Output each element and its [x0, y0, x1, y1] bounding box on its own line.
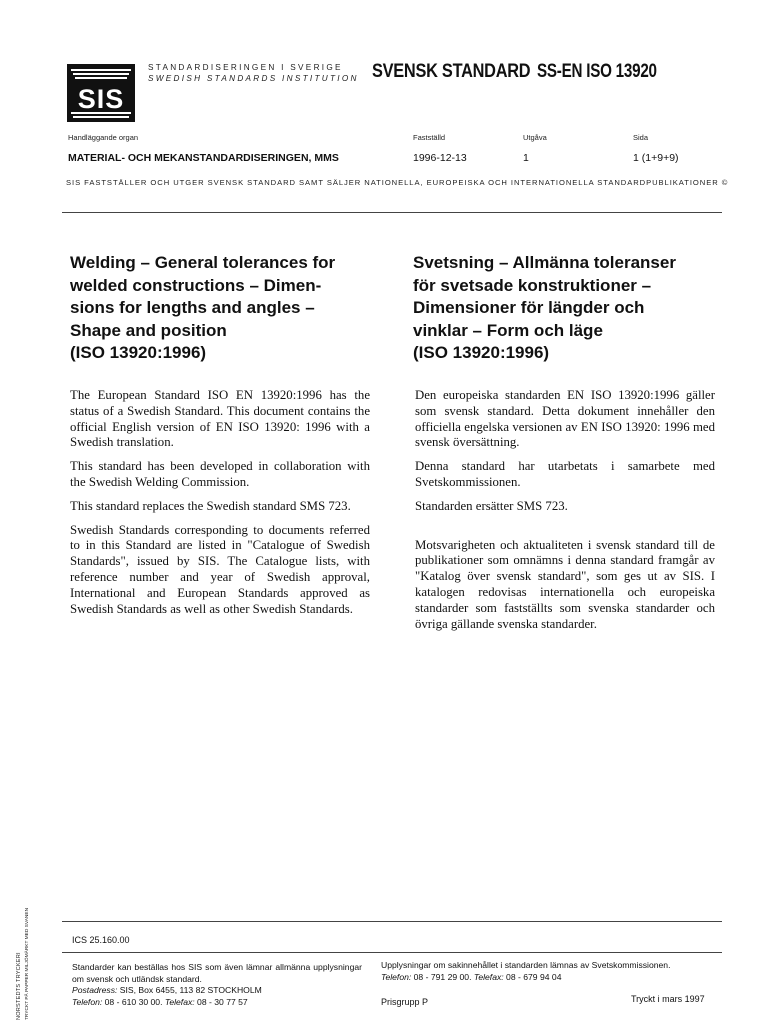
body-column-en — [70, 388, 370, 617]
contact-text: Upplysningar om sakinnehållet i standarden lämnas av Svetskommissionen. — [381, 960, 671, 970]
postal-address: Postadress: SIS, Box 6455, 113 82 STOCKHOLM — [72, 985, 262, 995]
divider — [62, 921, 722, 922]
title-line: welded constructions – Dimen- — [70, 275, 322, 295]
ics-code: ICS 25.160.00 — [72, 935, 130, 945]
paragraph: Swedish Standards corresponding to documents referred to in this Standard are listed in "Catalogue of Swedish Standards", issued by SIS. The Catalogue lists, with reference number and year of Swedish approval, International and European Standards approved as Swedish Standards as well as other Swedish Standards. — [70, 522, 370, 616]
title-line: Shape and position — [70, 320, 227, 340]
faststalld-label: Fastställd — [413, 133, 446, 142]
paragraph: Motsvarigheten och aktualiteten i svensk standard till de publikationer som omnämns i denna standard framgår av "Katalog över svensk standard", som ges ut av SIS. I katalogen redovisas internationella och europeiska standarder som fastställts som svenska standarder och övriga gällande svenska standarder. — [415, 537, 715, 631]
document-title-sv — [413, 252, 733, 365]
printer-paper-note: TRYCKT PÅ PAPPER MILJÖMÄRKT MED SVANEN — [25, 907, 30, 1020]
org-name-sv: STANDARDISERINGEN I SVERIGE — [148, 63, 343, 72]
handlaggande-label: Handläggande organ — [68, 133, 139, 142]
title-line: Welding – General tolerances for — [70, 253, 336, 272]
sida-label: Sida — [633, 133, 649, 142]
title-line: (ISO 13920:1996) — [70, 343, 207, 362]
paragraph: This standard replaces the Swedish standard SMS 723. — [70, 498, 351, 513]
title-line: (ISO 13920:1996) — [413, 343, 550, 362]
faststalld-value: 1996-12-13 — [413, 152, 467, 164]
paragraph: The European Standard ISO EN 13920:1996 has the status of a Swedish Standard. This document contains the official English version of EN ISO 13920: 1996 with a Swedish translation. — [70, 388, 370, 450]
sida-value: 1 (1+9+9) — [633, 152, 679, 164]
divider — [62, 212, 722, 213]
ordering-text: Standarder kan beställas hos SIS som även lämnar allmänna upplysningar om svensk och utländsk standard. — [72, 962, 362, 984]
footer-contact-info — [381, 960, 731, 983]
divider — [62, 952, 722, 953]
body-column-sv — [415, 388, 715, 632]
paragraph: This standard has been developed in collaboration with the Swedish Welding Commission. — [70, 459, 370, 489]
paragraph: Den europeiska standarden EN ISO 13920:1996 gäller som svensk standard. Detta dokument innehåller den officiella engelska versionen av EN ISO 13920: 1996 med svensk översättning. — [415, 388, 715, 450]
footer-ordering-info — [72, 962, 362, 1008]
org-name-en: SWEDISH STANDARDS INSTITUTION — [148, 74, 359, 83]
contact-numbers: Telefon: 08 - 791 29 00. Telefax: 08 - 679 94 04 — [381, 971, 562, 982]
title-line: Dimensioner för längder och — [413, 298, 645, 317]
paragraph: Standarden ersätter SMS 723. — [415, 498, 568, 513]
title-line: sions for lengths and angles – — [70, 298, 315, 317]
document-title-en — [70, 252, 390, 365]
printer-name: NORSTEDTS TRYCKERI — [16, 952, 22, 1020]
title-line: för svetsade konstruktioner – — [413, 275, 652, 295]
contact-numbers: Telefon: 08 - 610 30 00. Telefax: 08 - 30 77 57 — [72, 996, 248, 1007]
logo-text: SIS — [77, 84, 125, 114]
printer-mark — [16, 840, 50, 1020]
paragraph: Denna standard har utarbetats i samarbete med Svetskommissionen. — [415, 459, 715, 489]
price-group: Prisgrupp P — [381, 997, 429, 1007]
title-line: vinklar – Form och läge — [413, 320, 603, 340]
standard-number: SS-EN ISO 13920 — [537, 61, 657, 82]
title-line: Svetsning – Allmänna toleranser — [413, 253, 676, 272]
sis-logo — [67, 64, 135, 122]
print-date: Tryckt i mars 1997 — [631, 994, 705, 1004]
utgava-label: Utgåva — [523, 133, 547, 142]
handlaggande-value: MATERIAL- OCH MEKANSTANDARDISERINGEN, MMS — [68, 152, 339, 164]
standard-type-title: SVENSK STANDARD — [372, 61, 531, 82]
utgava-value: 1 — [523, 152, 529, 164]
copyright-statement: SIS FASTSTÄLLER OCH UTGER SVENSK STANDARD SAMT SÄLJER NATIONELLA, EUROPEISKA OCH INTERNATIONELLA STANDARDPUBLIKATIONER © — [66, 178, 729, 187]
